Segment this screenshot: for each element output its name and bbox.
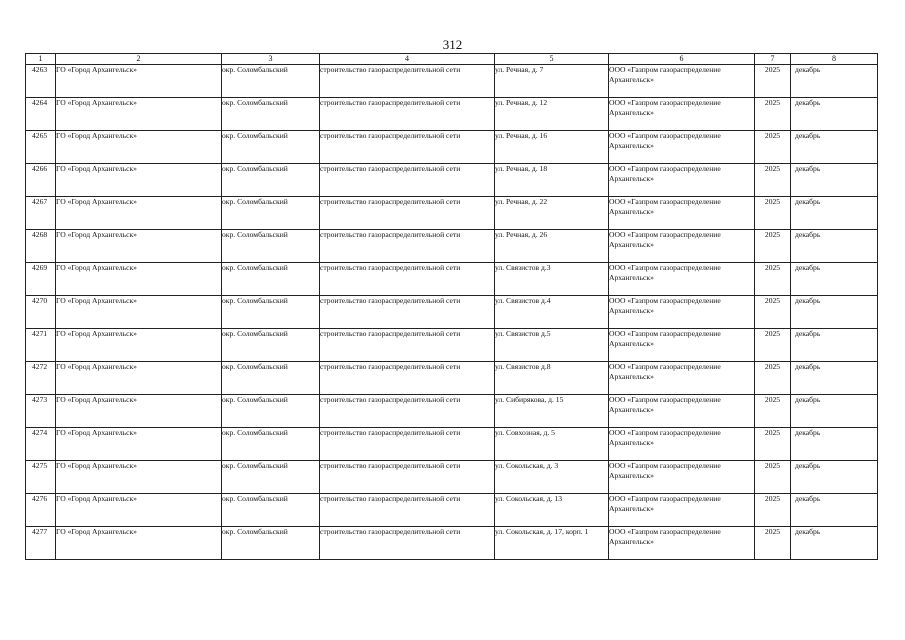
municipality-cell: ГО «Город Архангельск»: [56, 296, 222, 329]
schedule-table: [25, 53, 878, 560]
column-number: 7: [755, 54, 791, 65]
table-row: [26, 527, 878, 560]
row-number-cell: 4267: [26, 197, 56, 230]
month-cell: декабрь: [791, 65, 878, 98]
row-number-cell: 4264: [26, 98, 56, 131]
table-row: [26, 164, 878, 197]
work-type-cell: строительство газораспределительной сети: [320, 230, 495, 263]
month-cell: декабрь: [791, 98, 878, 131]
table-row: [26, 263, 878, 296]
table-row: [26, 428, 878, 461]
district-cell: окр. Соломбальский: [222, 164, 320, 197]
column-number: 5: [495, 54, 609, 65]
work-type-cell: строительство газораспределительной сети: [320, 461, 495, 494]
district-cell: окр. Соломбальский: [222, 197, 320, 230]
table-row: [26, 296, 878, 329]
district-cell: окр. Соломбальский: [222, 65, 320, 98]
district-cell: окр. Соломбальский: [222, 395, 320, 428]
address-cell: ул. Связистов д.5: [495, 329, 609, 362]
table-row: [26, 230, 878, 263]
address-cell: ул. Связистов д.8: [495, 362, 609, 395]
district-cell: окр. Соломбальский: [222, 230, 320, 263]
year-cell: 2025: [755, 98, 791, 131]
month-cell: декабрь: [791, 197, 878, 230]
address-cell: ул. Речная, д. 22: [495, 197, 609, 230]
row-number-cell: 4266: [26, 164, 56, 197]
row-number-cell: 4263: [26, 65, 56, 98]
row-number-cell: 4272: [26, 362, 56, 395]
municipality-cell: ГО «Город Архангельск»: [56, 263, 222, 296]
contractor-cell: ООО «Газпром газораспределение Архангельск»: [609, 131, 755, 164]
year-cell: 2025: [755, 362, 791, 395]
year-cell: 2025: [755, 329, 791, 362]
contractor-cell: ООО «Газпром газораспределение Архангельск»: [609, 362, 755, 395]
month-cell: декабрь: [791, 131, 878, 164]
contractor-cell: ООО «Газпром газораспределение Архангельск»: [609, 65, 755, 98]
table-body: [26, 65, 878, 560]
row-number-cell: 4275: [26, 461, 56, 494]
address-cell: ул. Связистов д.3: [495, 263, 609, 296]
municipality-cell: ГО «Город Архангельск»: [56, 395, 222, 428]
row-number-cell: 4271: [26, 329, 56, 362]
column-number: 4: [320, 54, 495, 65]
address-cell: ул. Речная, д. 12: [495, 98, 609, 131]
column-number: 8: [791, 54, 878, 65]
municipality-cell: ГО «Город Архангельск»: [56, 230, 222, 263]
address-cell: ул. Совхозная, д. 5: [495, 428, 609, 461]
table-row: [26, 362, 878, 395]
municipality-cell: ГО «Город Архангельск»: [56, 164, 222, 197]
municipality-cell: ГО «Город Архангельск»: [56, 362, 222, 395]
work-type-cell: строительство газораспределительной сети: [320, 131, 495, 164]
contractor-cell: ООО «Газпром газораспределение Архангельск»: [609, 263, 755, 296]
column-number: 2: [56, 54, 222, 65]
district-cell: окр. Соломбальский: [222, 461, 320, 494]
municipality-cell: ГО «Город Архангельск»: [56, 98, 222, 131]
table-row: [26, 65, 878, 98]
month-cell: декабрь: [791, 428, 878, 461]
municipality-cell: ГО «Город Архангельск»: [56, 428, 222, 461]
month-cell: декабрь: [791, 461, 878, 494]
district-cell: окр. Соломбальский: [222, 263, 320, 296]
address-cell: ул. Сибирякова, д. 15: [495, 395, 609, 428]
row-number-cell: 4277: [26, 527, 56, 560]
table-row: [26, 131, 878, 164]
work-type-cell: строительство газораспределительной сети: [320, 263, 495, 296]
municipality-cell: ГО «Город Архангельск»: [56, 527, 222, 560]
address-cell: ул. Речная, д. 18: [495, 164, 609, 197]
row-number-cell: 4273: [26, 395, 56, 428]
month-cell: декабрь: [791, 362, 878, 395]
year-cell: 2025: [755, 65, 791, 98]
contractor-cell: ООО «Газпром газораспределение Архангельск»: [609, 329, 755, 362]
month-cell: декабрь: [791, 296, 878, 329]
district-cell: окр. Соломбальский: [222, 362, 320, 395]
table-row: [26, 494, 878, 527]
month-cell: декабрь: [791, 164, 878, 197]
work-type-cell: строительство газораспределительной сети: [320, 98, 495, 131]
contractor-cell: ООО «Газпром газораспределение Архангельск»: [609, 527, 755, 560]
row-number-cell: 4274: [26, 428, 56, 461]
contractor-cell: ООО «Газпром газораспределение Архангельск»: [609, 296, 755, 329]
municipality-cell: ГО «Город Архангельск»: [56, 329, 222, 362]
contractor-cell: ООО «Газпром газораспределение Архангельск»: [609, 197, 755, 230]
contractor-cell: ООО «Газпром газораспределение Архангельск»: [609, 461, 755, 494]
address-cell: ул. Сокольская, д. 13: [495, 494, 609, 527]
work-type-cell: строительство газораспределительной сети: [320, 362, 495, 395]
year-cell: 2025: [755, 263, 791, 296]
address-cell: ул. Речная, д. 7: [495, 65, 609, 98]
work-type-cell: строительство газораспределительной сети: [320, 164, 495, 197]
row-number-cell: 4269: [26, 263, 56, 296]
municipality-cell: ГО «Город Архангельск»: [56, 461, 222, 494]
district-cell: окр. Соломбальский: [222, 98, 320, 131]
table-row: [26, 197, 878, 230]
row-number-cell: 4270: [26, 296, 56, 329]
municipality-cell: ГО «Город Архангельск»: [56, 131, 222, 164]
contractor-cell: ООО «Газпром газораспределение Архангельск»: [609, 395, 755, 428]
district-cell: окр. Соломбальский: [222, 329, 320, 362]
contractor-cell: ООО «Газпром газораспределение Архангельск»: [609, 98, 755, 131]
address-cell: ул. Речная, д. 26: [495, 230, 609, 263]
contractor-cell: ООО «Газпром газораспределение Архангельск»: [609, 164, 755, 197]
work-type-cell: строительство газораспределительной сети: [320, 428, 495, 461]
row-number-cell: 4276: [26, 494, 56, 527]
district-cell: окр. Соломбальский: [222, 296, 320, 329]
district-cell: окр. Соломбальский: [222, 131, 320, 164]
column-number: 1: [26, 54, 56, 65]
column-number: 6: [609, 54, 755, 65]
table-row: [26, 98, 878, 131]
table-row: [26, 395, 878, 428]
contractor-cell: ООО «Газпром газораспределение Архангельск»: [609, 230, 755, 263]
address-cell: ул. Сокольская, д. 3: [495, 461, 609, 494]
district-cell: окр. Соломбальский: [222, 428, 320, 461]
work-type-cell: строительство газораспределительной сети: [320, 65, 495, 98]
work-type-cell: строительство газораспределительной сети: [320, 395, 495, 428]
year-cell: 2025: [755, 527, 791, 560]
municipality-cell: ГО «Город Архангельск»: [56, 197, 222, 230]
year-cell: 2025: [755, 296, 791, 329]
column-number-row: [26, 54, 878, 65]
work-type-cell: строительство газораспределительной сети: [320, 329, 495, 362]
month-cell: декабрь: [791, 263, 878, 296]
contractor-cell: ООО «Газпром газораспределение Архангельск»: [609, 494, 755, 527]
year-cell: 2025: [755, 395, 791, 428]
year-cell: 2025: [755, 164, 791, 197]
work-type-cell: строительство газораспределительной сети: [320, 197, 495, 230]
column-number: 3: [222, 54, 320, 65]
municipality-cell: ГО «Город Архангельск»: [56, 65, 222, 98]
table-row: [26, 329, 878, 362]
district-cell: окр. Соломбальский: [222, 527, 320, 560]
address-cell: ул. Речная, д. 16: [495, 131, 609, 164]
year-cell: 2025: [755, 428, 791, 461]
contractor-cell: ООО «Газпром газораспределение Архангельск»: [609, 428, 755, 461]
year-cell: 2025: [755, 230, 791, 263]
address-cell: ул. Сокольская, д. 17, корп. 1: [495, 527, 609, 560]
year-cell: 2025: [755, 461, 791, 494]
district-cell: окр. Соломбальский: [222, 494, 320, 527]
row-number-cell: 4265: [26, 131, 56, 164]
page-number: 312: [442, 37, 463, 52]
month-cell: декабрь: [791, 230, 878, 263]
month-cell: декабрь: [791, 329, 878, 362]
year-cell: 2025: [755, 131, 791, 164]
address-cell: ул. Связистов д.4: [495, 296, 609, 329]
work-type-cell: строительство газораспределительной сети: [320, 494, 495, 527]
year-cell: 2025: [755, 494, 791, 527]
municipality-cell: ГО «Город Архангельск»: [56, 494, 222, 527]
row-number-cell: 4268: [26, 230, 56, 263]
work-type-cell: строительство газораспределительной сети: [320, 527, 495, 560]
month-cell: декабрь: [791, 494, 878, 527]
month-cell: декабрь: [791, 527, 878, 560]
table-row: [26, 461, 878, 494]
year-cell: 2025: [755, 197, 791, 230]
work-type-cell: строительство газораспределительной сети: [320, 296, 495, 329]
month-cell: декабрь: [791, 395, 878, 428]
